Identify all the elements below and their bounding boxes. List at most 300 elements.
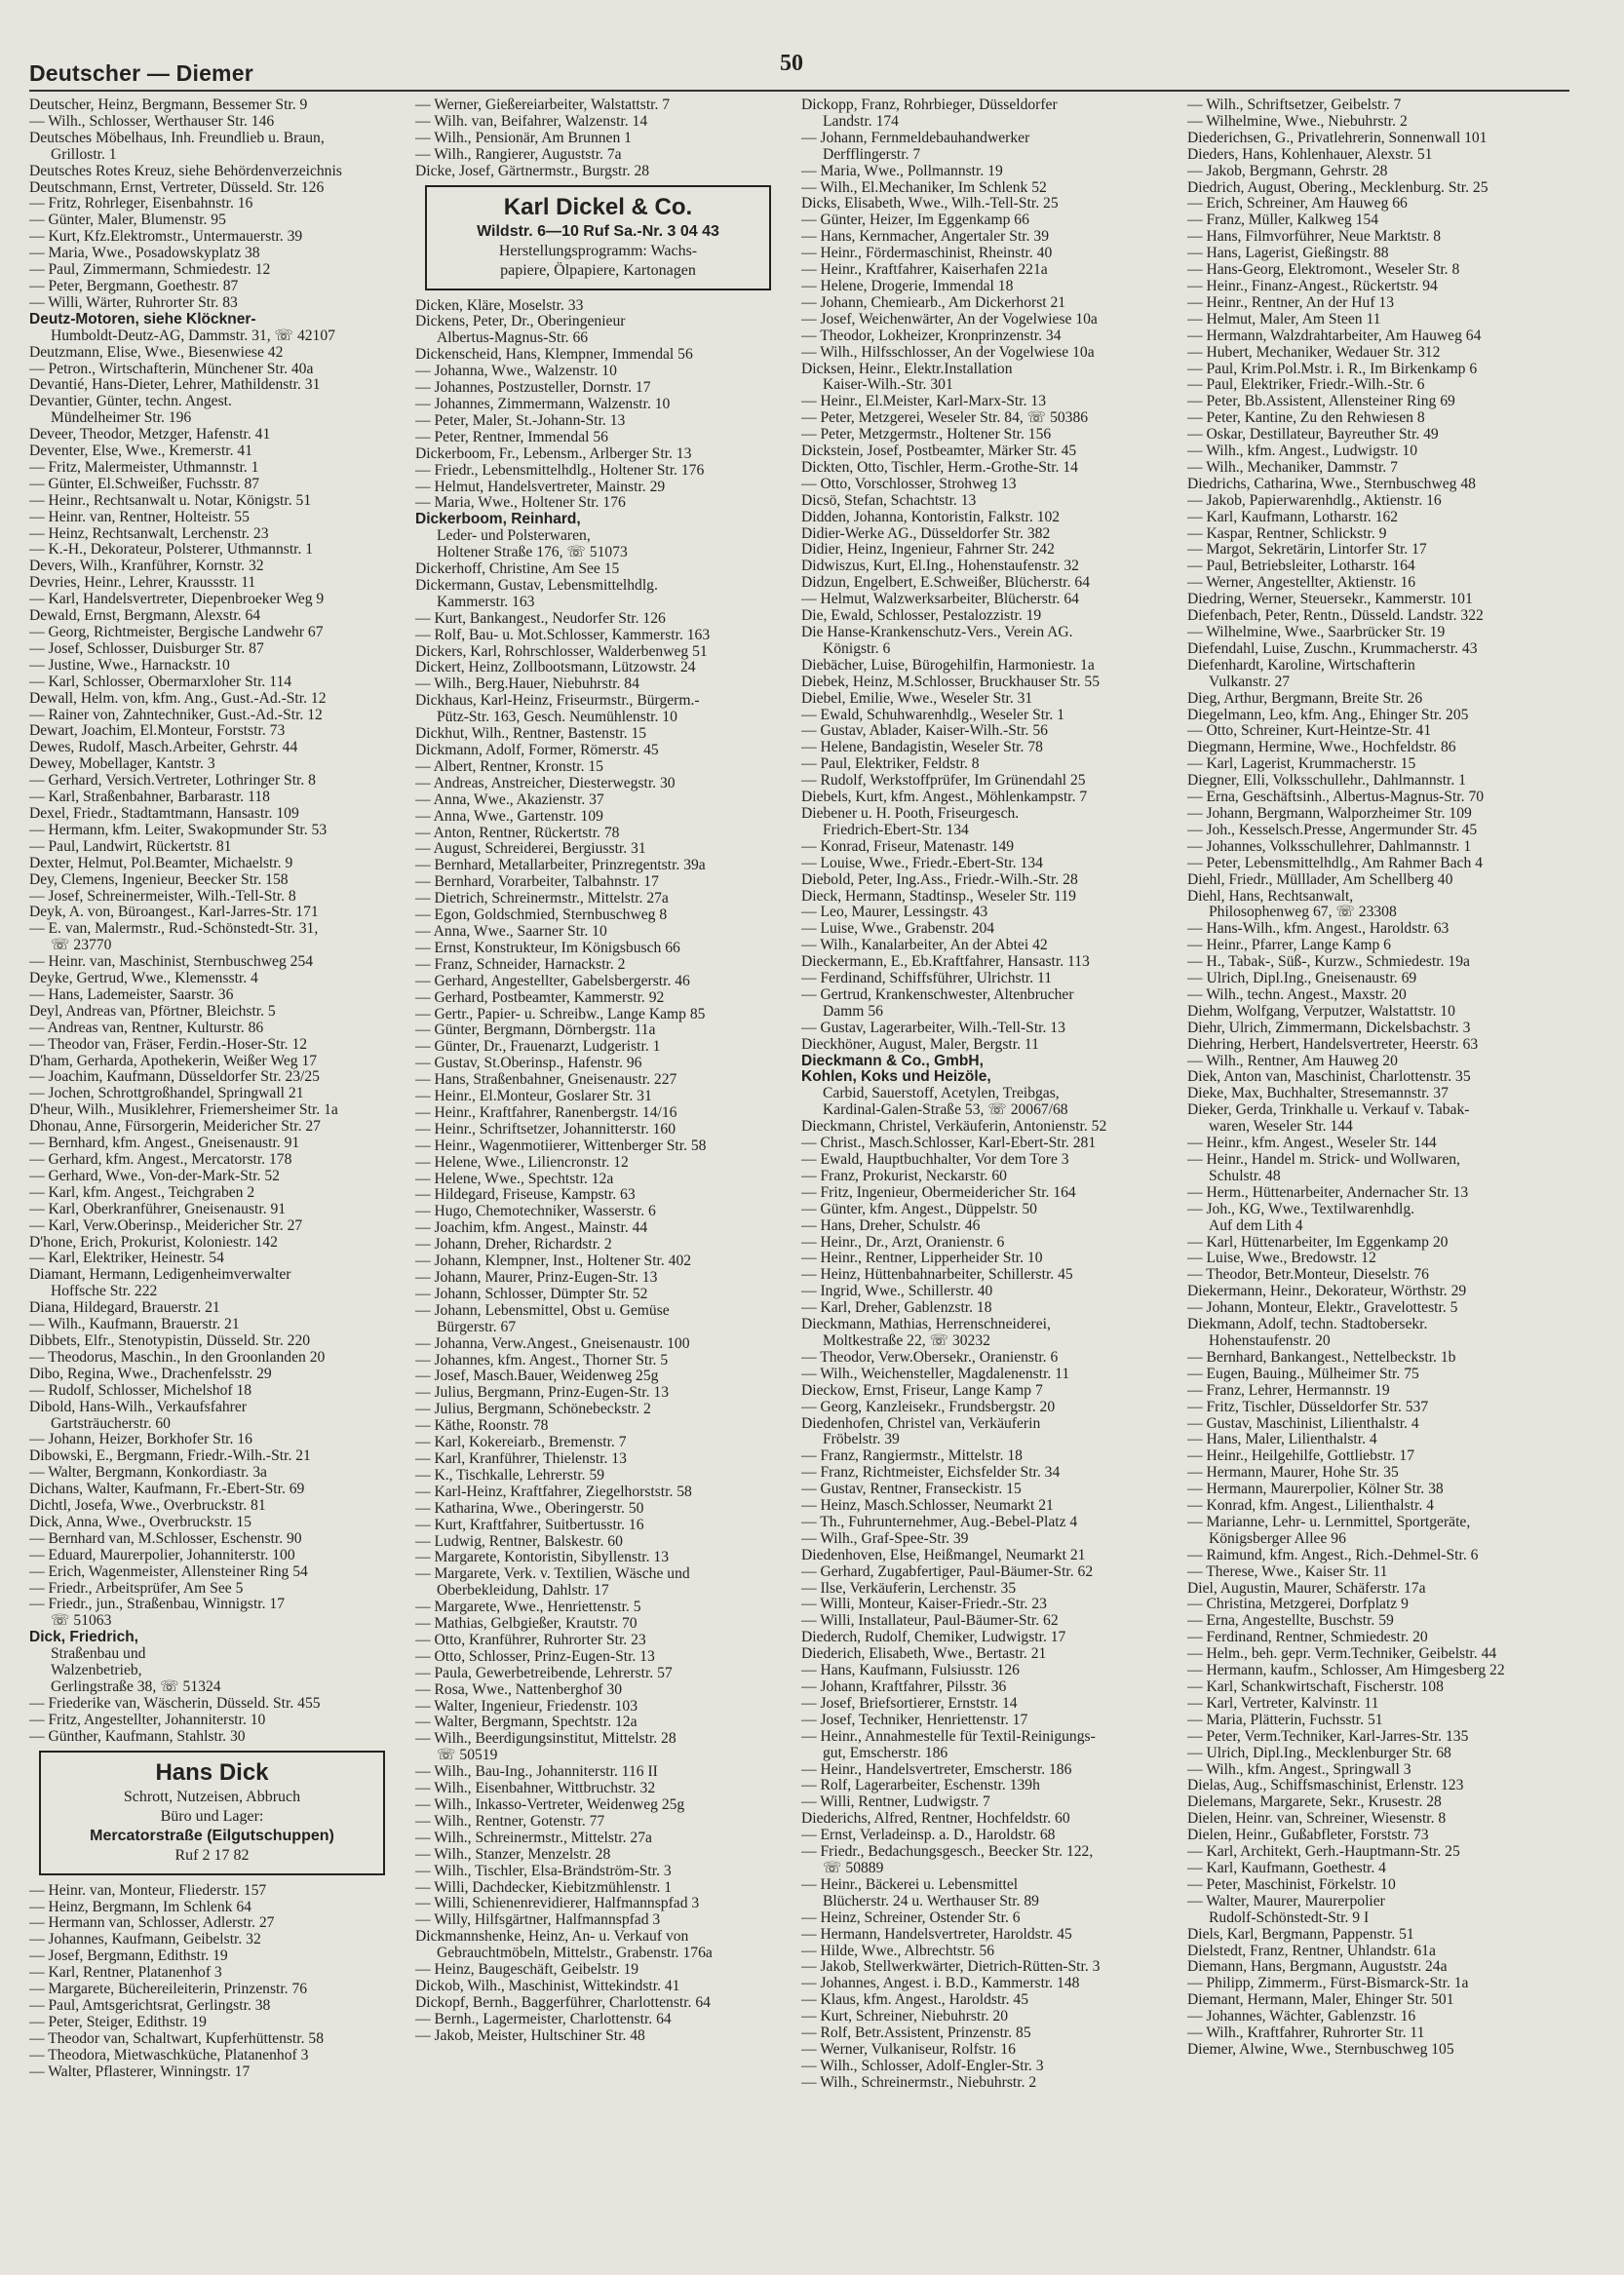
directory-entry: — Wilh., Schlosser, Werthauser Str. 146 xyxy=(29,113,275,130)
directory-entry: Dicke, Josef, Gärtnermstr., Burgstr. 28 xyxy=(415,163,650,179)
directory-entry: — Hans, Maler, Lilienthalstr. 4 xyxy=(1187,1432,1377,1448)
directory-entry: — Hermann, kaufm., Schlosser, Am Himgesberg 22 xyxy=(1187,1663,1505,1679)
directory-entry: Didden, Johanna, Kontoristin, Falkstr. 102 xyxy=(801,509,1061,525)
directory-entry: Vulkanstr. 27 xyxy=(1209,674,1291,690)
directory-entry: — Werner, Vulkaniseur, Rolfstr. 16 xyxy=(801,2041,1016,2058)
directory-entry: — Fritz, Ingenieur, Obermeidericher Str. 164 xyxy=(801,1184,1076,1201)
directory-entry: — Wilh., techn. Angest., Maxstr. 20 xyxy=(1187,986,1407,1003)
directory-entry: Devries, Heinr., Lehrer, Kraussstr. 11 xyxy=(29,575,256,592)
directory-entry: — Gerhard, Angestellter, Gabelsbergerstr. 46 xyxy=(415,973,690,989)
directory-entry: — Wilh., El.Mechaniker, Im Schlenk 52 xyxy=(801,179,1047,196)
directory-entry: Diedrich, August, Obering., Mecklenburg. Str. 25 xyxy=(1187,179,1489,196)
directory-entry: — Johann, Bergmann, Walporzheimer Str. 109 xyxy=(1187,805,1472,822)
directory-entry: Diehl, Friedr., Mülllader, Am Schellberg 40 xyxy=(1187,871,1453,888)
directory-entry: waren, Weseler Str. 144 xyxy=(1209,1119,1353,1136)
directory-entry: — Wilh., Schlosser, Adolf-Engler-Str. 3 xyxy=(801,2058,1044,2074)
directory-entry: — Gertr., Papier- u. Schreibw., Lange Kamp 85 xyxy=(415,1006,706,1022)
directory-entry: — August, Schreiderei, Bergiusstr. 31 xyxy=(415,841,646,858)
directory-entry: — Bernhard van, M.Schlosser, Eschenstr. 90 xyxy=(29,1530,302,1547)
directory-entry: — Hans-Wilh., kfm. Angest., Haroldstr. 63 xyxy=(1187,921,1450,938)
directory-entry: — E. van, Malermstr., Rud.-Schönstedt-Str. 31, xyxy=(29,921,319,938)
directory-entry: Kammerstr. 163 xyxy=(437,594,535,610)
directory-entry: — Johannes, Angest. i. B.D., Kammerstr. 148 xyxy=(801,1976,1080,1992)
directory-entry: Deventer, Else, Wwe., Kremerstr. 41 xyxy=(29,443,253,460)
directory-entry: — Heinz, Rechtsanwalt, Lerchenstr. 23 xyxy=(29,525,269,542)
directory-entry: — Gustav, St.Oberinsp., Hafenstr. 96 xyxy=(415,1056,642,1072)
directory-entry: — Hans, Lagerist, Gießingstr. 88 xyxy=(1187,246,1389,262)
directory-column-3 xyxy=(801,97,1167,2092)
directory-entry: Diamant, Hermann, Ledigenheimverwalter xyxy=(29,1267,291,1284)
directory-entry: — Josef, Techniker, Henriettenstr. 17 xyxy=(801,1712,1028,1728)
directory-entry: Devantier, Günter, techn. Angest. xyxy=(29,394,232,410)
directory-entry: — Heinz, Masch.Schlosser, Neumarkt 21 xyxy=(801,1498,1054,1515)
directory-entry: — Josef, Schreinermeister, Wilh.-Tell-Str. 8 xyxy=(29,888,296,905)
directory-entry: Diedring, Werner, Steuersekr., Kammerstr. 101 xyxy=(1187,592,1473,608)
directory-entry: — Oskar, Destillateur, Bayreuther Str. 49 xyxy=(1187,427,1439,443)
directory-entry: — Jakob, Stellwerkwärter, Dietrich-Rütten-Str. 3 xyxy=(801,1959,1101,1976)
directory-entry: — Heinz, Bergmann, Im Schlenk 64 xyxy=(29,1899,251,1915)
directory-entry: — Fritz, Angestellter, Johanniterstr. 10 xyxy=(29,1712,266,1728)
directory-entry: Dieke, Max, Buchhalter, Stresemannstr. 37 xyxy=(1187,1086,1449,1102)
directory-entry: Dickten, Otto, Tischler, Herm.-Grothe-Str. 14 xyxy=(801,459,1078,476)
directory-entry: — Heinr. van, Monteur, Fliederstr. 157 xyxy=(29,1882,267,1899)
directory-entry: — Wilh., Pensionär, Am Brunnen 1 xyxy=(415,130,632,146)
directory-entry-bold: Dickerboom, Reinhard, xyxy=(415,512,581,528)
directory-entry: — Friedr., jun., Straßenbau, Winnigstr. 17 xyxy=(29,1597,285,1613)
directory-entry: — Heinr., Rechtsanwalt u. Notar, Königstr. 51 xyxy=(29,492,312,509)
directory-entry: Schulstr. 48 xyxy=(1209,1168,1281,1184)
directory-entry: — Günter, El.Schweißer, Fuchsstr. 87 xyxy=(29,476,260,492)
directory-entry: Dickmann, Adolf, Former, Römerstr. 45 xyxy=(415,743,659,758)
directory-entry: Dexel, Friedr., Stadtamtmann, Hansastr. 109 xyxy=(29,805,299,822)
directory-entry: Diefenbach, Peter, Rentn., Düsseld. Landstr. 322 xyxy=(1187,608,1484,625)
directory-entry: — Heinr., Kraftfahrer, Ranenbergstr. 14/16 xyxy=(415,1104,677,1121)
directory-entry: — Karl, Lagerist, Krummacherstr. 15 xyxy=(1187,756,1416,773)
directory-entry: — Joh., KG, Wwe., Textilwarenhdlg. xyxy=(1187,1201,1415,1217)
directory-entry: — Rainer von, Zahntechniker, Gust.-Ad.-Str. 12 xyxy=(29,707,323,723)
directory-entry: — Gertrud, Krankenschwester, Altenbrucher xyxy=(801,986,1074,1003)
directory-entry: — Karl, Vertreter, Kalvinstr. 11 xyxy=(1187,1695,1379,1712)
directory-entry: — Fritz, Tischler, Düsseldorfer Str. 537 xyxy=(1187,1399,1429,1415)
directory-entry: Diederich, Elisabeth, Wwe., Bertastr. 21 xyxy=(801,1646,1047,1663)
directory-entry: — Heinr., Annahmestelle für Textil-Reinigungs- xyxy=(801,1728,1096,1745)
directory-entry: Fröbelstr. 39 xyxy=(823,1432,900,1448)
directory-entry: — Johann, Heizer, Borkhofer Str. 16 xyxy=(29,1432,252,1448)
directory-entry: Diebek, Heinz, M.Schlosser, Bruckhauser Str. 55 xyxy=(801,674,1100,690)
directory-entry: Dickert, Heinz, Zollbootsmann, Lützowstr. 24 xyxy=(415,660,696,676)
directory-entry: — Philipp, Zimmerm., Fürst-Bismarck-Str. 1a xyxy=(1187,1976,1469,1992)
directory-entry: Dichans, Walter, Kaufmann, Fr.-Ebert-Str. 69 xyxy=(29,1482,305,1498)
directory-entry: — Walter, Ingenieur, Friedenstr. 103 xyxy=(415,1698,638,1715)
directory-entry: — Wilh., kfm. Angest., Springwall 3 xyxy=(1187,1761,1411,1778)
directory-entry: Diehring, Herbert, Handelsvertreter, Heerstr. 63 xyxy=(1187,1036,1479,1053)
directory-entry: Gerlingstraße 38, ☏ 51324 xyxy=(51,1679,221,1695)
directory-entry: — Johann, Maurer, Prinz-Eugen-Str. 13 xyxy=(415,1270,658,1286)
directory-entry: — Josef, Briefsortierer, Ernststr. 14 xyxy=(801,1695,1018,1712)
directory-entry: Diederichsen, G., Privatlehrerin, Sonnenwall 101 xyxy=(1187,130,1488,146)
directory-entry: Diekmann, Adolf, techn. Stadtobersekr. xyxy=(1187,1317,1428,1333)
directory-entry: Königsberger Allee 96 xyxy=(1209,1530,1346,1547)
directory-entry: Diedenhoven, Else, Heißmangel, Neumarkt 21 xyxy=(801,1547,1086,1563)
directory-entry: Diel, Augustin, Maurer, Schäferstr. 17a xyxy=(1187,1580,1426,1597)
directory-entry: — Peter, Metzgermstr., Holtener Str. 156 xyxy=(801,427,1052,443)
directory-entry: — Erich, Wagenmeister, Allensteiner Ring 54 xyxy=(29,1563,308,1580)
directory-entry: — Jakob, Bergmann, Gehrstr. 28 xyxy=(1187,163,1388,179)
directory-entry: — Luise, Wwe., Bredowstr. 12 xyxy=(1187,1251,1376,1267)
directory-entry: — Friedr., Arbeitsprüfer, Am See 5 xyxy=(29,1580,244,1597)
directory-entry: — Fritz, Malermeister, Uthmannstr. 1 xyxy=(29,459,259,476)
directory-entry: Dibbets, Elfr., Stenotypistin, Düsseld. Str. 220 xyxy=(29,1332,311,1349)
directory-entry: — Walter, Pflasterer, Winningstr. 17 xyxy=(29,2063,251,2080)
directory-entry: — Heinr. van, Maschinist, Sternbuschweg 254 xyxy=(29,954,314,971)
directory-entry: — Konrad, Friseur, Matenastr. 149 xyxy=(801,838,1015,855)
advertisement-text: Schrott, Nutzeisen, Abbruch xyxy=(123,1788,301,1805)
directory-entry: — Bernh., Lagermeister, Charlottenstr. 64 xyxy=(415,2011,672,2027)
directory-entry: Diegmann, Hermine, Wwe., Hochfeldstr. 86 xyxy=(1187,740,1456,756)
directory-entry: — Karl, Straßenbahner, Barbarastr. 118 xyxy=(29,790,270,806)
directory-entry: — Karl, Hüttenarbeiter, Im Eggenkamp 20 xyxy=(1187,1234,1449,1251)
directory-entry: — Heinr., Dr., Arzt, Oranienstr. 6 xyxy=(801,1234,1005,1251)
directory-entry: — H., Tabak-, Süß-, Kurzw., Schmiedestr. 19a xyxy=(1187,954,1470,971)
directory-entry: — Luise, Wwe., Grabenstr. 204 xyxy=(801,921,995,938)
directory-entry: Mündelheimer Str. 196 xyxy=(51,410,192,427)
directory-entry: — Josef, Masch.Bauer, Weidenweg 25g xyxy=(415,1369,659,1385)
directory-entry: — Johann, Klempner, Inst., Holtener Str. 402 xyxy=(415,1253,692,1270)
directory-entry: Leder- und Polsterwaren, xyxy=(437,528,591,545)
directory-entry: — Leo, Maurer, Lessingstr. 43 xyxy=(801,905,988,921)
directory-entry: — Paul, Betriebsleiter, Lotharstr. 164 xyxy=(1187,559,1415,575)
directory-entry: Dieck, Hermann, Stadtinsp., Weseler Str. 119 xyxy=(801,888,1076,905)
directory-entry: Deutsches Möbelhaus, Inh. Freundlieb u. Braun, xyxy=(29,130,325,146)
directory-entry: Auf dem Lith 4 xyxy=(1209,1217,1303,1234)
directory-entry: — Georg, Richtmeister, Bergische Landwehr 67 xyxy=(29,625,324,640)
directory-entry: Dickers, Karl, Rohrschlosser, Walderbenweg 51 xyxy=(415,643,708,660)
directory-entry: — Johann, Dreher, Richardstr. 2 xyxy=(415,1237,612,1253)
directory-entry: Diebels, Kurt, kfm. Angest., Möhlenkampstr. 7 xyxy=(801,790,1088,806)
directory-entry: — Margarete, Büchereileiterin, Prinzenstr. 76 xyxy=(29,1982,308,1998)
directory-entry: — Rudolf, Schlosser, Michelshof 18 xyxy=(29,1382,252,1399)
directory-entry: — Otto, Schreiner, Kurt-Heintze-Str. 41 xyxy=(1187,723,1432,740)
directory-entry: — Franz, Lehrer, Hermannstr. 19 xyxy=(1187,1382,1390,1399)
directory-entry: — Paula, Gewerbetreibende, Lehrerstr. 57 xyxy=(415,1665,673,1681)
directory-entry: Straßenbau und xyxy=(51,1646,146,1663)
directory-entry: Deutsches Rotes Kreuz, siehe Behördenverzeichnis xyxy=(29,163,342,179)
directory-entry: — Wilh., Kraftfahrer, Ruhrorter Str. 11 xyxy=(1187,2025,1425,2042)
directory-entry: — Bernhard, kfm. Angest., Gneisenaustr. 91 xyxy=(29,1136,300,1152)
directory-entry-bold: Dick, Friedrich, xyxy=(29,1630,138,1646)
directory-entry: — Willi, Schienenrevidierer, Halfmannspfad 3 xyxy=(415,1896,700,1912)
directory-entry: Deutschmann, Ernst, Vertreter, Düsseld. Str. 126 xyxy=(29,179,325,196)
directory-entry: — Peter, Maler, St.-Johann-Str. 13 xyxy=(415,412,626,429)
directory-entry: — Karl, Kaufmann, Goethestr. 4 xyxy=(1187,1860,1386,1876)
directory-entry: Dewes, Rudolf, Masch.Arbeiter, Gehrstr. 44 xyxy=(29,740,298,756)
directory-entry: — Hans, Kernmacher, Angertaler Str. 39 xyxy=(801,229,1049,246)
directory-entry: Die Hanse-Krankenschutz-Vers., Verein AG. xyxy=(801,625,1073,640)
directory-entry: — Karl, Schlosser, Obermarxloher Str. 114 xyxy=(29,674,292,690)
directory-entry: Dickhaus, Karl-Heinz, Friseurmstr., Bürgerm.- xyxy=(415,693,700,710)
advertisement-text: papiere, Ölpapiere, Kartonagen xyxy=(500,261,696,279)
directory-entry: Albertus-Magnus-Str. 66 xyxy=(437,330,589,347)
directory-entry: — Johannes, Kaufmann, Geibelstr. 32 xyxy=(29,1932,261,1948)
directory-entry: — Mathias, Gelbgießer, Krautstr. 70 xyxy=(415,1616,638,1633)
directory-entry: — Willy, Hilfsgärtner, Halfmannspfad 3 xyxy=(415,1912,661,1929)
directory-entry: gut, Emscherstr. 186 xyxy=(823,1745,948,1761)
directory-entry: — Wilh., Tischler, Elsa-Brändström-Str. 3 xyxy=(415,1863,672,1879)
directory-entry: — Franz, Schneider, Harnackstr. 2 xyxy=(415,956,626,973)
directory-entry: — Karl-Heinz, Kraftfahrer, Ziegelhorststr. 58 xyxy=(415,1484,692,1500)
directory-entry: Devers, Wilh., Kranführer, Kornstr. 32 xyxy=(29,559,264,575)
directory-entry: — Joachim, kfm. Angest., Mainstr. 44 xyxy=(415,1220,648,1237)
directory-entry: — Günter, kfm. Angest., Düppelstr. 50 xyxy=(801,1201,1037,1217)
directory-entry: Diemant, Hermann, Maler, Ehinger Str. 501 xyxy=(1187,1992,1454,2009)
directory-entry: — Theodor, Betr.Monteur, Dieselstr. 76 xyxy=(1187,1267,1429,1284)
directory-entry: Dexter, Helmut, Pol.Beamter, Michaelstr. 9 xyxy=(29,855,293,871)
directory-entry: — Johann, Lebensmittel, Obst u. Gemüse xyxy=(415,1302,670,1319)
directory-entry: — Christ., Masch.Schlosser, Karl-Ebert-Str. 281 xyxy=(801,1136,1097,1152)
directory-entry: Derfflingerstr. 7 xyxy=(823,146,921,163)
directory-entry: — Gerhard, Versich.Vertreter, Lothringer Str. 8 xyxy=(29,773,316,790)
directory-entry: — Hans, Dreher, Schulstr. 46 xyxy=(801,1217,981,1234)
directory-entry: Dickopp, Franz, Rohrbieger, Düsseldorfer xyxy=(801,97,1058,113)
directory-entry: — Kaspar, Rentner, Schlickstr. 9 xyxy=(1187,525,1387,542)
directory-entry: — Peter, Kantine, Zu den Rehwiesen 8 xyxy=(1187,410,1425,427)
directory-entry: — Karl, Kaufmann, Lotharstr. 162 xyxy=(1187,509,1399,525)
directory-entry: Dickenscheid, Hans, Klempner, Immendal 56 xyxy=(415,347,693,364)
directory-entry: — Wilh., Stanzer, Menzelstr. 28 xyxy=(415,1846,611,1863)
directory-entry: Dielemans, Margarete, Sekr., Krusestr. 28 xyxy=(1187,1794,1442,1811)
directory-entry: — Helmut, Handelsvertreter, Mainstr. 29 xyxy=(415,479,666,495)
directory-entry: — Gerhard, Wwe., Von-der-Mark-Str. 52 xyxy=(29,1168,280,1184)
directory-entry: — Otto, Vorschlosser, Strohweg 13 xyxy=(801,476,1017,492)
directory-entry: — Hans, Kaufmann, Fulsiusstr. 126 xyxy=(801,1663,1020,1679)
directory-entry: — Klaus, kfm. Angest., Haroldstr. 45 xyxy=(801,1992,1029,2009)
advertisement-text: Wildstr. 6—10 Ruf Sa.-Nr. 3 04 43 xyxy=(477,222,719,240)
directory-entry: — Heinz, Hüttenbahnarbeiter, Schillerstr. 45 xyxy=(801,1267,1073,1284)
advertisement-title: Hans Dick xyxy=(155,1758,269,1786)
directory-column-1 xyxy=(29,97,395,2081)
directory-entry: — Willi, Wärter, Ruhrorter Str. 83 xyxy=(29,294,238,311)
directory-entry: — Karl, Schankwirtschaft, Fischerstr. 108 xyxy=(1187,1679,1444,1695)
directory-entry: — Friedr., Lebensmittelhdlg., Holtener Str. 176 xyxy=(415,462,705,479)
directory-entry: — Kurt, Schreiner, Niebuhrstr. 20 xyxy=(801,2009,1009,2025)
directory-entry: Dibowski, E., Bergmann, Friedr.-Wilh.-Str. 21 xyxy=(29,1448,311,1465)
directory-entry: — Jochen, Schrottgroßhandel, Springwall 21 xyxy=(29,1086,304,1102)
directory-entry: — Johann, Chemiearb., Am Dickerhorst 21 xyxy=(801,294,1066,311)
directory-entry: — Karl, Kranführer, Thielenstr. 13 xyxy=(415,1450,627,1467)
directory-entry: Diefenhardt, Karoline, Wirtschafterin xyxy=(1187,657,1415,674)
directory-entry: Deyke, Gertrud, Wwe., Klemensstr. 4 xyxy=(29,971,258,987)
directory-entry: — Heinr., Handel m. Strick- und Wollwaren, xyxy=(1187,1152,1460,1168)
directory-entry: — Ferdinand, Rentner, Schmiedestr. 20 xyxy=(1187,1630,1428,1646)
directory-entry: — Franz, Rangiermstr., Mittelstr. 18 xyxy=(801,1448,1023,1465)
directory-entry: — Louise, Wwe., Friedr.-Ebert-Str. 134 xyxy=(801,855,1043,871)
directory-entry: Die, Ewald, Schlosser, Pestalozzistr. 19 xyxy=(801,608,1042,625)
directory-entry: Diemann, Hans, Bergmann, Auguststr. 24a xyxy=(1187,1959,1448,1976)
directory-entry: Bürgerstr. 67 xyxy=(437,1319,517,1335)
directory-entry: — Heinz, Baugeschäft, Geibelstr. 19 xyxy=(415,1962,639,1979)
directory-entry: — Theodorus, Maschin., In den Groonlanden 20 xyxy=(29,1349,326,1366)
directory-entry: Diederch, Rudolf, Chemiker, Ludwigstr. 17 xyxy=(801,1630,1066,1646)
directory-entry: — Hermann, kfm. Leiter, Swakopmunder Str. 53 xyxy=(29,822,328,838)
directory-entry: — Wilhelmine, Wwe., Niebuhrstr. 2 xyxy=(1187,113,1408,130)
directory-entry: — Gerhard, Postbeamter, Kammerstr. 92 xyxy=(415,989,665,1006)
directory-column-4 xyxy=(1187,97,1553,2059)
directory-entry: — Heinr., Handelsvertreter, Emscherstr. 186 xyxy=(801,1761,1072,1778)
directory-entry: Diebächer, Luise, Bürogehilfin, Harmoniestr. 1a xyxy=(801,657,1095,674)
directory-entry: — Karl, Verw.Oberinsp., Meidericher Str. 27 xyxy=(29,1217,303,1234)
directory-entry: — Heinr., Pfarrer, Lange Kamp 6 xyxy=(1187,938,1391,954)
directory-entry: Holtener Straße 176, ☏ 51073 xyxy=(437,545,628,561)
directory-entry: — Karl, Handelsvertreter, Diepenbroeker Weg 9 xyxy=(29,592,325,608)
directory-entry: — Ulrich, Dipl.Ing., Gneisenaustr. 69 xyxy=(1187,971,1417,987)
directory-entry: — Ernst, Konstrukteur, Im Königsbusch 66 xyxy=(415,940,680,956)
directory-entry: — Anton, Rentner, Rückertstr. 78 xyxy=(415,825,620,841)
directory-entry: — Peter, Verm.Techniker, Karl-Jarres-Str. 135 xyxy=(1187,1728,1469,1745)
directory-entry: ☏ 50889 xyxy=(823,1860,884,1876)
directory-entry: Diels, Karl, Bergmann, Pappenstr. 51 xyxy=(1187,1926,1414,1943)
directory-entry: — Peter, Lebensmittelhdlg., Am Rahmer Bach 4 xyxy=(1187,855,1483,871)
directory-entry: — Maria, Plätterin, Fuchsstr. 51 xyxy=(1187,1712,1383,1728)
directory-entry: — Margarete, Kontoristin, Sibyllenstr. 13 xyxy=(415,1550,670,1566)
directory-entry: — Günter, Maler, Blumenstr. 95 xyxy=(29,212,226,229)
directory-entry: — Andreas van, Rentner, Kulturstr. 86 xyxy=(29,1020,264,1036)
directory-entry: — Wilh., Eisenbahner, Wittbruchstr. 32 xyxy=(415,1781,656,1797)
directory-entry: Didier-Werke AG., Düsseldorfer Str. 382 xyxy=(801,525,1051,542)
advertisement-text: Ruf 2 17 82 xyxy=(174,1846,250,1864)
directory-entry: Dielas, Aug., Schiffsmaschinist, Erlenstr. 123 xyxy=(1187,1778,1464,1794)
directory-entry: — Gustav, Rentner, Franseckistr. 15 xyxy=(801,1482,1022,1498)
directory-entry: Didwiszus, Kurt, El.Ing., Hohenstaufenstr. 32 xyxy=(801,559,1079,575)
directory-entry: — Bernhard, Metallarbeiter, Prinzregentstr. 39a xyxy=(415,858,706,874)
directory-entry: — Johann, Monteur, Elektr., Gravelottestr. 5 xyxy=(1187,1300,1458,1317)
directory-entry: — Helene, Wwe., Spechtstr. 12a xyxy=(415,1171,614,1187)
directory-entry: Deutscher, Heinz, Bergmann, Bessemer Str. 9 xyxy=(29,97,308,113)
directory-entry: Hohenstaufenstr. 20 xyxy=(1209,1332,1331,1349)
directory-entry: — Katharina, Wwe., Oberingerstr. 50 xyxy=(415,1500,644,1517)
directory-entry: — Heinr. van, Rentner, Holteistr. 55 xyxy=(29,509,250,525)
directory-entry: — Helene, Drogerie, Immendal 18 xyxy=(801,278,1014,294)
directory-entry: — Margarete, Verk. v. Textilien, Wäsche und xyxy=(415,1566,690,1583)
directory-entry: — Theodor van, Fräser, Ferdin.-Hoser-Str. 12 xyxy=(29,1036,308,1053)
directory-entry: Deutzmann, Elise, Wwe., Biesenwiese 42 xyxy=(29,344,284,361)
directory-entry: Dicksen, Heinr., Elektr.Installation xyxy=(801,361,1013,377)
directory-entry: — Rolf, Bau- u. Mot.Schlosser, Kammerstr. 163 xyxy=(415,627,711,643)
directory-entry: — Johannes, Postzusteller, Dornstr. 17 xyxy=(415,380,651,397)
directory-entry: — Karl, Elektriker, Heinestr. 54 xyxy=(29,1251,224,1267)
directory-entry: — Otto, Kranführer, Ruhrorter Str. 23 xyxy=(415,1632,646,1648)
directory-entry: — Franz, Müller, Kalkweg 154 xyxy=(1187,212,1378,229)
directory-entry: — Hans, Straßenbahner, Gneisenaustr. 227 xyxy=(415,1072,677,1089)
directory-entry: Dicsö, Stefan, Schachtstr. 13 xyxy=(801,492,977,509)
directory-entry: — Johannes, Volksschullehrer, Dahlmannstr. 1 xyxy=(1187,838,1472,855)
directory-entry: — Julius, Bergmann, Prinz-Eugen-Str. 13 xyxy=(415,1385,670,1402)
directory-entry: — Peter, Maschinist, Förkelstr. 10 xyxy=(1187,1876,1396,1893)
directory-entry: Dewald, Ernst, Bergmann, Alexstr. 64 xyxy=(29,608,261,625)
directory-entry: ☏ 51063 xyxy=(51,1613,112,1630)
directory-entry: Devantié, Hans-Dieter, Lehrer, Mathildenstr. 31 xyxy=(29,377,321,394)
header-divider xyxy=(29,90,1569,92)
directory-entry: — Wilh., Rentner, Gotenstr. 77 xyxy=(415,1813,605,1830)
directory-entry-bold: Deutz-Motoren, siehe Klöckner- xyxy=(29,311,256,328)
directory-entry: — Wilh., Mechaniker, Dammstr. 7 xyxy=(1187,459,1398,476)
directory-entry: Hoffsche Str. 222 xyxy=(51,1284,158,1300)
directory-entry: Diedrichs, Catharina, Wwe., Sternbuschweg 48 xyxy=(1187,476,1476,492)
directory-entry: Dey, Clemens, Ingenieur, Beecker Str. 158 xyxy=(29,871,289,888)
directory-entry: — Peter, Steiger, Edithstr. 19 xyxy=(29,2014,207,2030)
directory-entry: — Willi, Monteur, Kaiser-Friedr.-Str. 23 xyxy=(801,1597,1047,1613)
directory-entry: — Karl, Architekt, Gerh.-Hauptmann-Str. 25 xyxy=(1187,1844,1460,1861)
directory-entry: Deyk, A. von, Büroangest., Karl-Jarres-Str. 171 xyxy=(29,905,319,921)
directory-entry: — Rosa, Wwe., Nattenberghof 30 xyxy=(415,1681,623,1698)
directory-entry: — Günter, Bergmann, Dörnbergstr. 11a xyxy=(415,1022,656,1039)
directory-entry: — Marianne, Lehr- u. Lernmittel, Sportgeräte, xyxy=(1187,1514,1471,1530)
directory-entry: — Christina, Metzgerei, Dorfplatz 9 xyxy=(1187,1597,1409,1613)
directory-entry: ☏ 50519 xyxy=(437,1748,498,1764)
directory-entry: — Karl, Dreher, Gablenzstr. 18 xyxy=(801,1300,992,1317)
directory-entry: Kaiser-Wilh.-Str. 301 xyxy=(823,377,953,394)
directory-entry: — Ludwig, Rentner, Balskestr. 60 xyxy=(415,1533,623,1550)
directory-entry: Gartsträucherstr. 60 xyxy=(51,1415,171,1432)
directory-entry: — Friederike van, Wäscherin, Düsseld. Str. 455 xyxy=(29,1695,321,1712)
directory-entry: Dieg, Arthur, Bergmann, Breite Str. 26 xyxy=(1187,690,1423,707)
directory-entry: — Paul, Krim.Pol.Mstr. i. R., Im Birkenkamp 6 xyxy=(1187,361,1478,377)
directory-entry: Dieckmann, Christel, Verkäuferin, Antonienstr. 52 xyxy=(801,1119,1107,1136)
directory-entry: — Wilh., Rangierer, Auguststr. 7a xyxy=(415,146,622,163)
directory-entry: — Johann, Fernmeldebauhandwerker xyxy=(801,130,1030,146)
directory-entry: — Herm., Hüttenarbeiter, Andernacher Str. 13 xyxy=(1187,1184,1469,1201)
directory-entry: Dick, Anna, Wwe., Overbruckstr. 15 xyxy=(29,1514,251,1530)
advertisement-text: Mercatorstraße (Eilgutschuppen) xyxy=(90,1827,334,1844)
directory-entry: — Hubert, Mechaniker, Wedauer Str. 312 xyxy=(1187,344,1441,361)
directory-entry: — Heinr., Rentner, Lipperheider Str. 10 xyxy=(801,1251,1043,1267)
directory-entry: — Kurt, Kfz.Elektromstr., Untermauerstr. 39 xyxy=(29,229,303,246)
directory-entry: — Albert, Rentner, Kronstr. 15 xyxy=(415,758,603,775)
directory-entry: — Helm., beh. gepr. Verm.Techniker, Geibelstr. 44 xyxy=(1187,1646,1497,1663)
directory-entry: — Helmut, Walzwerksarbeiter, Blücherstr. 64 xyxy=(801,592,1079,608)
directory-entry: Didzun, Engelbert, E.Schweißer, Blücherstr. 64 xyxy=(801,575,1091,592)
directory-entry: — Therese, Wwe., Kaiser Str. 11 xyxy=(1187,1563,1388,1580)
directory-entry: Diana, Hildegard, Brauerstr. 21 xyxy=(29,1300,220,1317)
directory-entry: — Wilh., kfm. Angest., Ludwigstr. 10 xyxy=(1187,443,1418,460)
directory-entry: — Hugo, Chemotechniker, Wasserstr. 6 xyxy=(415,1204,656,1220)
directory-entry: — Heinr., Finanz-Angest., Rückertstr. 94 xyxy=(1187,278,1438,294)
directory-entry: Gebrauchtmöbeln, Mittelstr., Grabenstr. 176a xyxy=(437,1946,713,1962)
directory-entry: — Raimund, kfm. Angest., Rich.-Dehmel-Str. 6 xyxy=(1187,1547,1479,1563)
directory-entry: — Theodor van, Schaltwart, Kupferhüttenstr. 58 xyxy=(29,2030,324,2047)
directory-entry: — Rudolf, Werkstoffprüfer, Im Grünendahl 25 xyxy=(801,773,1086,790)
directory-entry: — Wilh., Bau-Ing., Johanniterstr. 116 II xyxy=(415,1764,658,1781)
directory-entry: — Ferdinand, Schiffsführer, Ulrichstr. 11 xyxy=(801,971,1053,987)
directory-entry: — Josef, Bergmann, Edithstr. 19 xyxy=(29,1948,228,1965)
directory-entry: — Maria, Wwe., Holtener Str. 176 xyxy=(415,495,626,512)
directory-entry: — Anna, Wwe., Gartenstr. 109 xyxy=(415,808,603,825)
directory-entry: — Ulrich, Dipl.Ing., Mecklenburger Str. 68 xyxy=(1187,1745,1451,1761)
directory-entry: Dhonau, Anne, Fürsorgerin, Meidericher Str. 27 xyxy=(29,1119,321,1136)
directory-entry: — Bernhard, Bankangest., Nettelbeckstr. 1b xyxy=(1187,1349,1456,1366)
directory-entry: — Jakob, Papierwarenhdlg., Aktienstr. 16 xyxy=(1187,492,1442,509)
directory-entry: Rudolf-Schönstedt-Str. 9 I xyxy=(1209,1909,1370,1926)
directory-entry: — Josef, Schlosser, Duisburger Str. 87 xyxy=(29,640,264,657)
directory-entry: — Wilh., Weichensteller, Magdalenenstr. 11 xyxy=(801,1366,1070,1382)
directory-entry: — Willi, Installateur, Paul-Bäumer-Str. 62 xyxy=(801,1613,1059,1630)
directory-entry: — Walter, Bergmann, Spechtstr. 12a xyxy=(415,1715,638,1731)
directory-entry: Diefendahl, Luise, Zuschn., Krummacherstr. 43 xyxy=(1187,640,1478,657)
directory-entry: Dicks, Elisabeth, Wwe., Wilh.-Tell-Str. 25 xyxy=(801,196,1059,212)
directory-entry: Diemer, Alwine, Wwe., Sternbuschweg 105 xyxy=(1187,2041,1454,2058)
directory-entry: — Paul, Zimmermann, Schmiedestr. 12 xyxy=(29,262,271,279)
directory-entry: — Wilh., Kaufmann, Brauerstr. 21 xyxy=(29,1317,240,1333)
directory-entry: — Georg, Kanzleisekr., Frundsbergstr. 20 xyxy=(801,1399,1056,1415)
